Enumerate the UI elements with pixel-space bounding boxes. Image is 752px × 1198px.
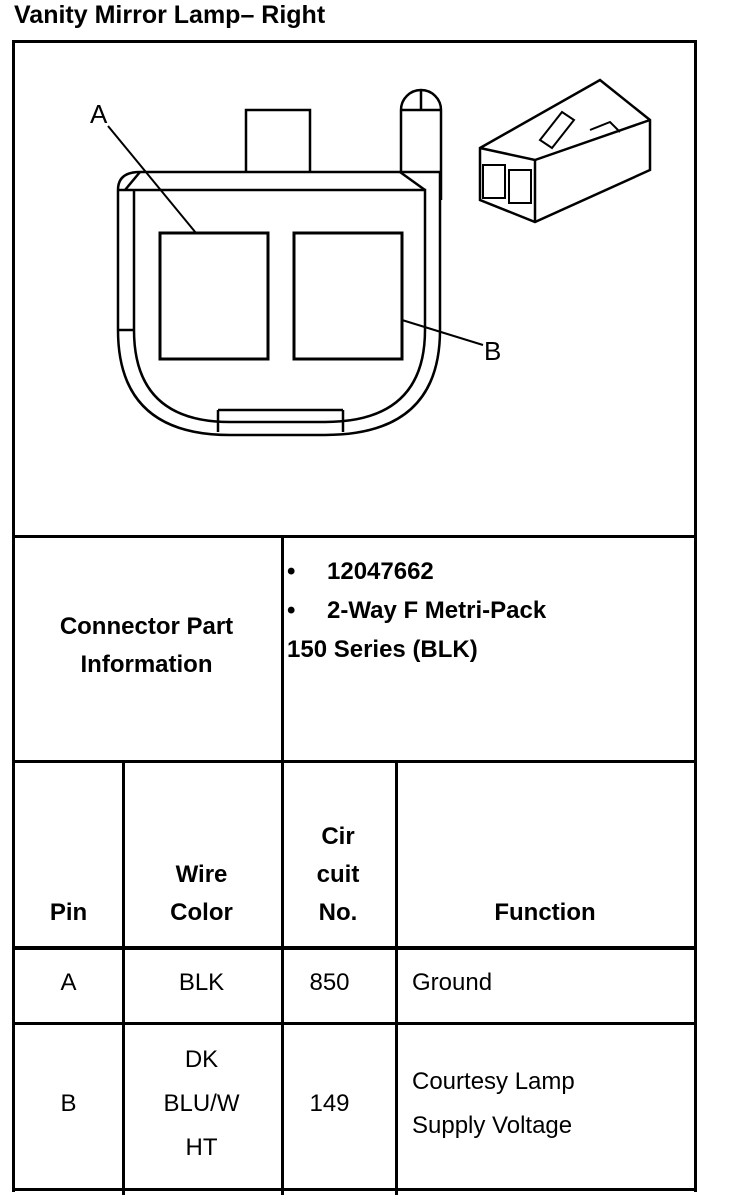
row-a-pin: A	[60, 969, 77, 996]
header-pin: Pin	[49, 899, 88, 926]
part-info-details	[287, 552, 546, 669]
part-info-label-line1: Connector Part	[59, 613, 234, 640]
part-info-label-line2: Information	[80, 651, 213, 678]
row-b-function: Courtesy Lamp Supply Voltage	[412, 1067, 575, 1139]
divider-row-b	[15, 1188, 694, 1191]
header-function: Function	[494, 899, 596, 926]
row-b-pin: B	[60, 1089, 77, 1117]
pin-label-b: B	[484, 336, 502, 366]
part-number-item: • 12047662	[287, 558, 434, 585]
row-a-wire-color: BLK	[178, 969, 225, 996]
header-circuit: Cir cuit No.	[316, 823, 360, 926]
row-b-circuit: 149	[309, 1089, 350, 1117]
row-b-wire-color: DK BLU/W HT	[163, 1045, 240, 1161]
row-a-function: Ground	[412, 969, 493, 996]
connector-diagram	[0, 0, 752, 520]
page-title: Vanity Mirror Lamp– Right	[14, 1, 326, 29]
pin-label-a: A	[90, 99, 108, 129]
part-info-label	[15, 535, 278, 757]
row-a-circuit: 850	[309, 969, 350, 996]
connector-series: 150 Series (BLK)	[287, 636, 478, 663]
connector-type-item: • 2-Way F Metri-Pack	[287, 597, 547, 624]
header-wire-color: Wire Color	[170, 861, 233, 926]
